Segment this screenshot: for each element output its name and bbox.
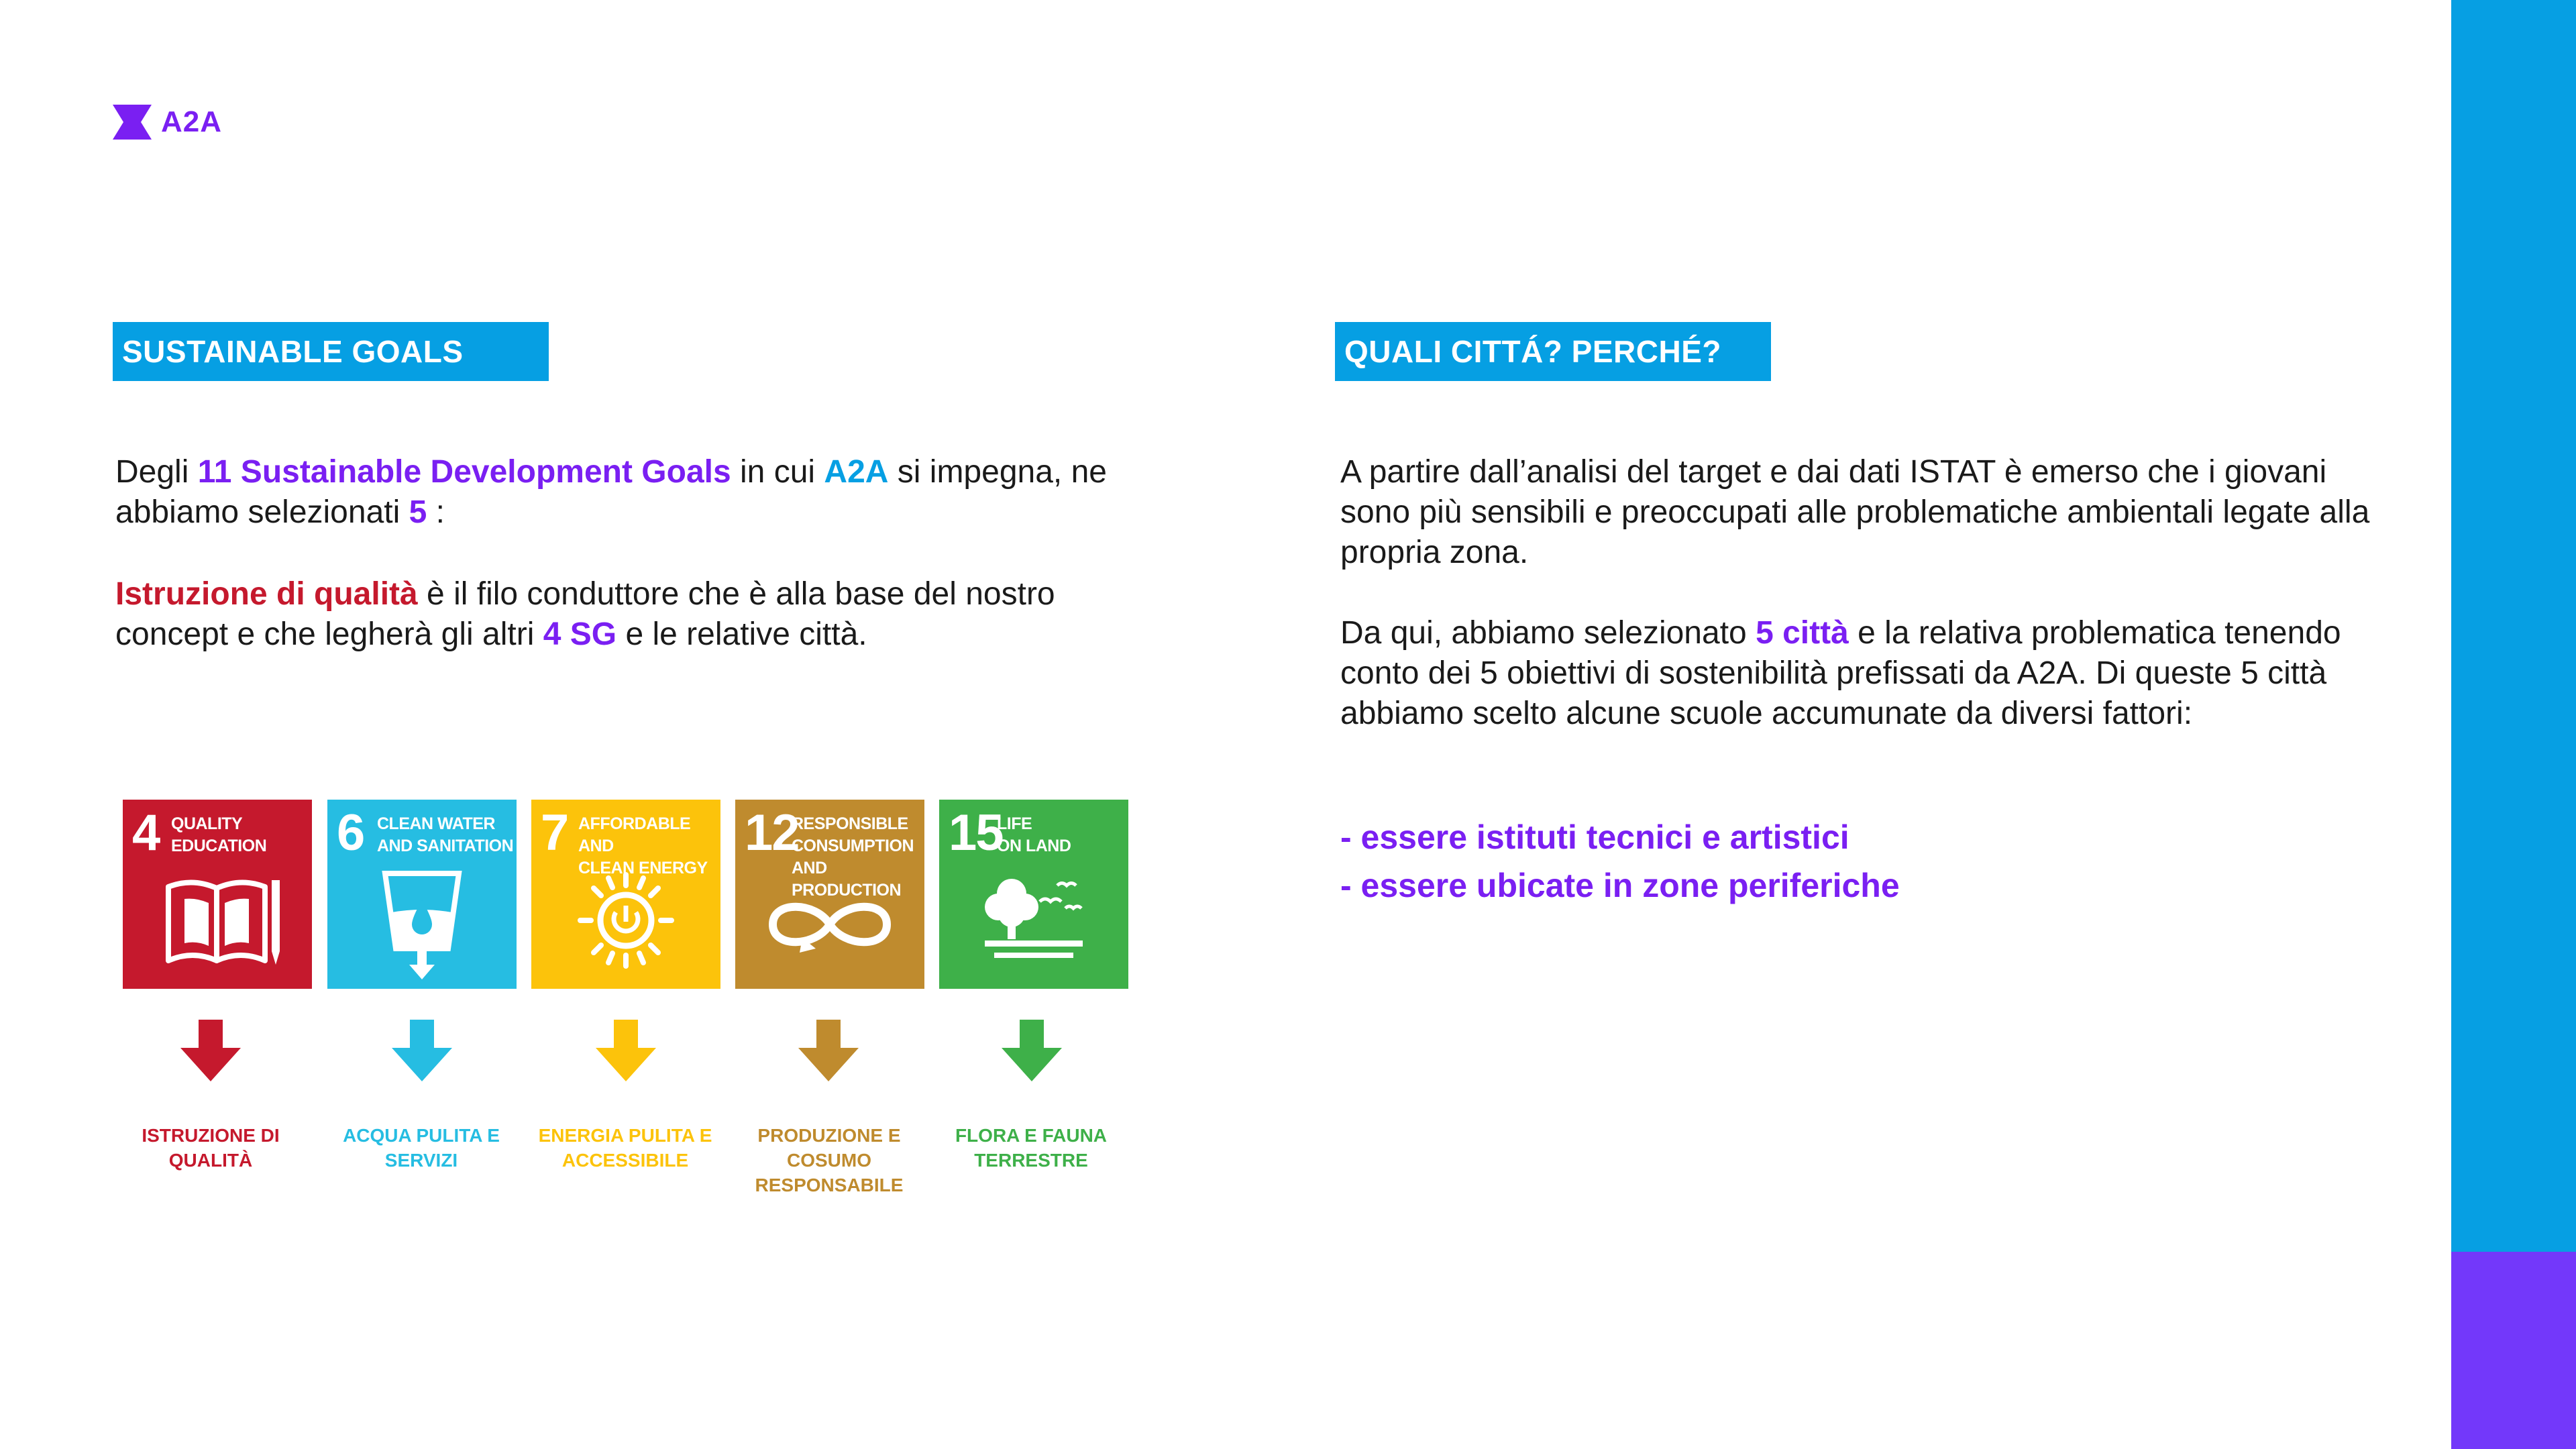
intro-paragraph: Degli 11 Sustainable Development Goals in cui A2A si impegna, ne abbiamo selezionati 5 : xyxy=(115,454,1107,530)
arrow-down-icon xyxy=(1002,1020,1062,1081)
arrow-down-icon xyxy=(596,1020,656,1081)
sdg-tile-15 xyxy=(939,800,1128,989)
sdg-number: 6 xyxy=(337,804,364,861)
sdg-title: RESPONSIBLE CONSUMPTION AND PRODUCTION xyxy=(792,814,914,900)
sdg-tile-6 xyxy=(327,800,517,989)
selection-paragraph: Da qui, abbiamo selezionato 5 città e la relativa problematica tenendo conto dei 5 obiettivi di sostenibilità prefissati da A2A. Di queste 5 città abbiamo scelto alcune scuole accumunate da diversi fattori: xyxy=(1340,615,2341,731)
list-item: - essere istituti tecnici e artistici xyxy=(1340,818,1849,856)
arrow-down-icon xyxy=(392,1020,452,1081)
a2a-logo-icon xyxy=(113,105,152,140)
section-tag-quali-citta: QUALI CITTÁ? PERCHÉ? xyxy=(1335,322,1771,381)
arrow-down-icon xyxy=(798,1020,859,1081)
section-tag-sustainable-goals: SUSTAINABLE GOALS xyxy=(113,322,549,381)
water-glass-icon xyxy=(327,800,517,989)
goal-label-istruzione: ISTRUZIONE DI QUALITÀ xyxy=(142,1125,280,1171)
sdg-tile-4 xyxy=(123,800,312,989)
side-bar-blue xyxy=(2451,0,2576,1252)
goal-label-acqua: ACQUA PULITA E SERVIZI xyxy=(343,1125,500,1171)
sdg-number: 15 xyxy=(949,804,1003,861)
arrow-down-icon xyxy=(180,1020,241,1081)
concept-paragraph: Istruzione di qualità è il filo conduttore che è alla base del nostro concept e che legherà gli altri 4 SG e le relative città. xyxy=(115,576,1055,652)
tree-birds-icon xyxy=(939,800,1128,989)
goal-label-energia: ENERGIA PULITA E ACCESSIBILE xyxy=(538,1125,712,1171)
analysis-paragraph: A partire dall’analisi del target e dai dati ISTAT è emerso che i giovani sono più sensibili e preoccupati alle problematiche ambientali legate alla propria zona. xyxy=(1340,454,2370,570)
sdg-number: 12 xyxy=(745,804,799,861)
book-pencil-icon xyxy=(123,800,312,989)
sdg-number: 7 xyxy=(541,804,568,861)
list-item: - essere ubicate in zone periferiche xyxy=(1340,867,1900,904)
sdg-title: AFFORDABLE AND CLEAN ENERGY xyxy=(578,814,708,877)
goal-label-produzione: PRODUZIONE E COSUMO RESPONSABILE xyxy=(755,1125,904,1195)
infinity-loop-icon xyxy=(735,800,924,989)
sdg-title: QUALITY EDUCATION xyxy=(171,814,267,855)
side-bar-purple xyxy=(2451,1252,2576,1449)
sun-power-icon xyxy=(531,800,720,989)
goal-label-flora: FLORA E FAUNA TERRESTRE xyxy=(955,1125,1108,1171)
sdg-title: CLEAN WATER AND SANITATION xyxy=(377,814,514,855)
brand-logo xyxy=(113,102,222,142)
sdg-number: 4 xyxy=(132,804,160,861)
sdg-title: LIFE ON LAND xyxy=(997,814,1071,855)
sdg-tile-7 xyxy=(531,800,720,989)
brand-name: A2A xyxy=(161,105,223,138)
sdg-tile-12 xyxy=(735,800,924,989)
criteria-list xyxy=(1340,813,2387,910)
